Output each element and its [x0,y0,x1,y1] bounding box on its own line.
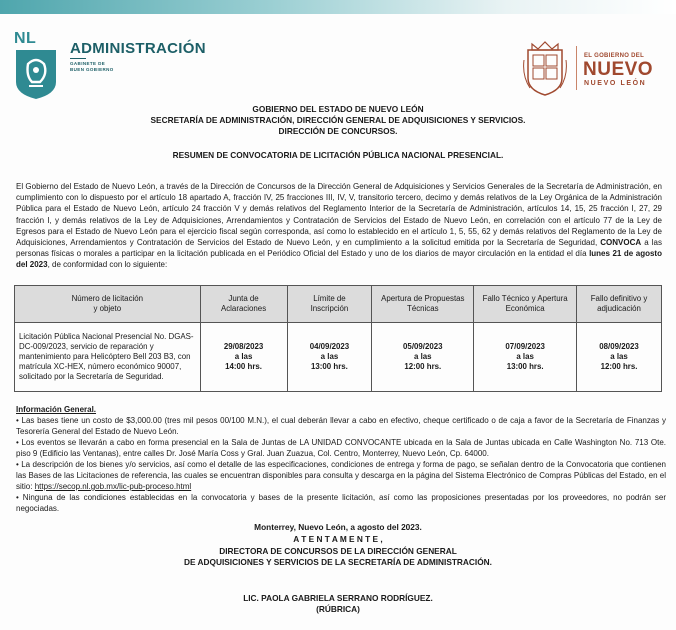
gobierno-nuevo-leon-logo [520,40,670,100]
header-fallo-definitivo: Fallo definitivo y adjudicación [577,286,662,323]
header-direccion: DIRECCIÓN DE CONCURSOS. [278,126,398,136]
event-cell: 05/09/2023 a las 12:00 hrs. [372,323,474,392]
place-date: Monterrey, Nuevo León, a agosto del 2023. [254,522,422,532]
buen-gobierno-text: BUEN GOBIERNO [70,67,114,72]
licitacion-table [14,285,662,392]
atentamente: A T E N T A M E N T E , [293,534,383,544]
administracion-logo [14,30,204,100]
info-item-negociacion: • Ninguna de las condiciones establecidas en la convocatoria y bases de la presente licitación, así como las proposiciones presentadas por los proveedores, no podrán ser negociadas. [16,493,666,513]
intro-part3: , de conformidad con lo siguiente: [47,260,168,270]
intro-part2: a las personas físicas o morales a participar en la licitación publicada en el Periódico Oficial del Estado y uno de los diarios de mayor circulación en la entidad el día [16,238,662,259]
nuevo-leon-text: NUEVO LEÓN [584,80,647,87]
gabinete-text: GABINETE DE [70,61,106,66]
table-row [15,323,662,392]
header-limite-inscripcion: Límite de Inscripción [287,286,372,323]
el-gobierno-del-text: EL GOBIERNO DEL [584,53,645,59]
role-line2: DE ADQUISICIONES Y SERVICIOS DE LA SECRETARÍA DE ADMINISTRACIÓN. [184,557,492,567]
logo-divider [70,58,86,59]
intro-paragraph [16,181,662,271]
header-junta-aclaraciones: Junta de Aclaraciones [200,286,287,323]
event-cell: 04/09/2023 a las 13:00 hrs. [287,323,372,392]
informacion-general [16,404,666,514]
intro-part1: El Gobierno del Estado de Nuevo León, a través de la Dirección de Concursos de la Dirección General de Adquisiciones y Servicios Generales de la Secretaría de Administración, en cumplimiento con lo dispuesto por el artículo 18 apartado A, fracción IV, 25 fracciones III, IV, V, transitorio tercero, decimo y demás relativos de la Ley Orgánica de la Administración Pública para el Estado de Nuevo León, artículo 24 fracción V y demás relativos del Reglamento Interior de la Secretaría de Administración, artículos 14, 15, 25 fracción I, 27, 29 fracción I, y demás relativos de la Ley de Adquisiciones, Arrendamientos y Contratación de Servicios del Estado de Nuevo León, en correlación con el artículo 77 de la Ley de Egresos para el Estado de Nuevo León para el ejercicio fiscal según corresponda, así como lo establecido en el artículo 1, 5, 55, 62 y demás relativos del Reglamento de la Ley de Adquisiciones, Arrendamientos y Contratación de Servicios del Estado de Nuevo León, y en cumplimiento a la solicitud emitida por la Secretaría de Seguridad, [16,182,662,248]
summary-title: RESUMEN DE CONVOCATORIA DE LICITACIÓN PÚBLICA NACIONAL PRESENCIAL. [172,150,504,160]
header-secretaria: SECRETARÍA DE ADMINISTRACIÓN, DIRECCIÓN GENERAL DE ADQUISICIONES Y SERVICIOS. [150,115,526,125]
licitacion-description: Licitación Pública Nacional Presencial No. DGAS-DC-009/2023, servicio de reparación y mantenimiento para Helicóptero Bell 203 B3, con matrícula XC-HEX, número económico 90007, solicitado por la Secretaría de Seguridad. [15,323,201,392]
info-item-eventos: • Los eventos se llevarán a cabo en forma presencial en la Sala de Juntas de LA UNIDAD CONVOCANTE ubicada en la Sala de Juntas ubicada en Calle Washington No. 713 Ote. piso 9 (Edificio las Ventanas), entre calles Dr. José María Coss y Gral. Juan Zuazua, Col. Centro, Monterrey, Nuevo León, Cp. 64000. [16,438,666,458]
shield-icon [14,48,58,100]
intro-date: lunes 21 de agosto del 2023 [16,249,662,270]
rubrica: (RÚBRICA) [316,604,360,614]
event-cell: 29/08/2023 a las 14:00 hrs. [200,323,287,392]
signer-name: LIC. PAOLA GABRIELA SERRANO RODRÍGUEZ. [243,593,433,603]
event-cell: 08/09/2023 a las 12:00 hrs. [577,323,662,392]
administracion-title: ADMINISTRACIÓN [70,40,206,57]
nl-logo-text: NL [14,30,37,47]
role-line1: DIRECTORA DE CONCURSOS DE LA DIRECCIÓN GENERAL [219,546,457,556]
header-gobierno: GOBIERNO DEL ESTADO DE NUEVO LEÓN [252,104,424,114]
top-color-stripe [0,0,676,14]
info-item-costo: • Las bases tiene un costo de $3,000.00 (tres mil pesos 00/100 M.N.), el cual deberán llevar a cabo en efectivo, cheque certificado o de caja a favor de la Secretaría de Finanzas y Tesorería General del Estado de Nuevo León. [16,416,666,436]
secop-link[interactable]: https://secop.nl.gob.mx/lic-pub-proceso.html [34,482,192,491]
state-crest-icon [522,40,568,96]
logo-divider-right [576,46,577,90]
table-header-row [15,286,662,323]
event-cell: 07/09/2023 a las 13:00 hrs. [474,323,577,392]
info-item-descripcion: • La descripción de los bienes y/o servicios, así como el detalle de las especificaciones, condiciones de entrega y forma de pago, se señalan dentro de la Convocatoria que contienen las Bases de las Licitaciones de referencia, las cuales se encuentran disponibles para consulta y descarga en la página del Sistema Electrónico de Compras Públicas del Estado, en el sitio: https://secop.nl.gob.mx/lic-pub-proceso.html [16,460,666,491]
intro-convoca: CONVOCA [600,238,642,248]
header-fallo-tecnico: Fallo Técnico y Apertura Económica [474,286,577,323]
header-numero-licitacion: Número de licitación y objeto [15,286,201,323]
nuevo-text: NUEVO [583,59,654,80]
header-apertura-propuestas: Apertura de Propuestas Técnicas [372,286,474,323]
info-title: Información General. [16,405,97,414]
